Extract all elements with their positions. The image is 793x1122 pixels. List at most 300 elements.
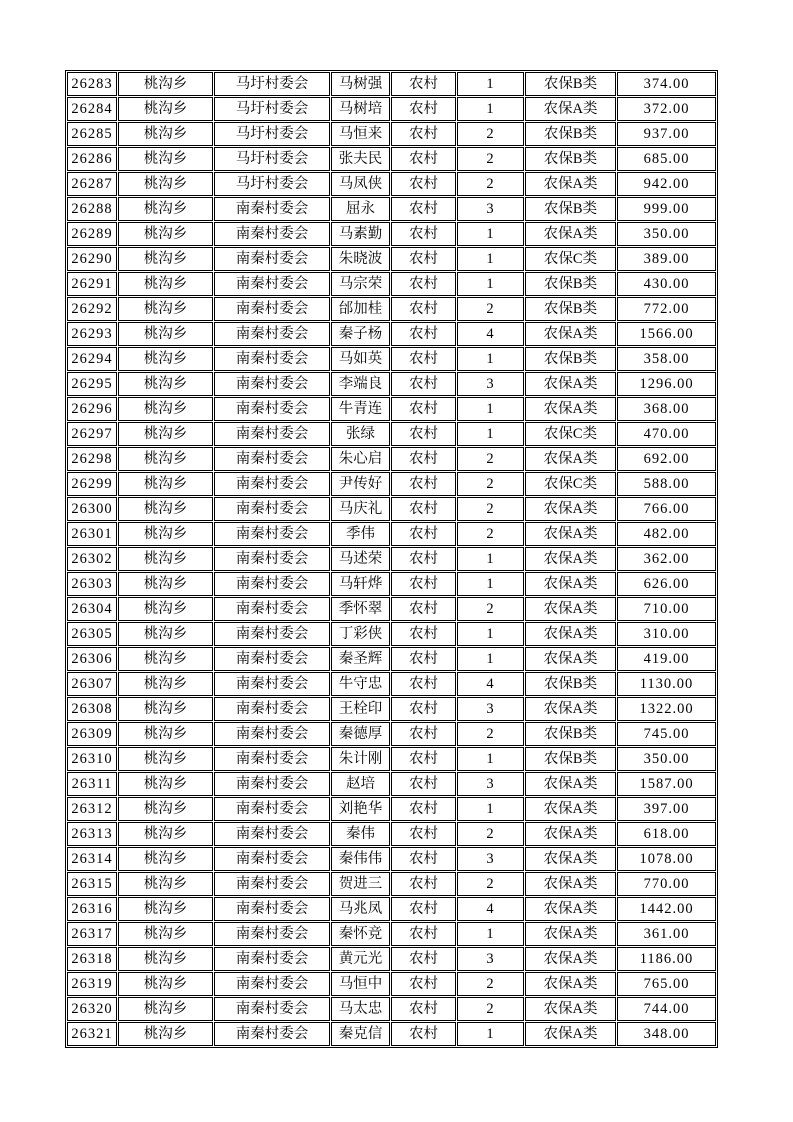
cell-amount: 389.00 xyxy=(617,247,716,271)
cell-person-count: 1 xyxy=(457,922,524,946)
cell-village-committee: 南秦村委会 xyxy=(214,197,330,221)
cell-serial-number: 26283 xyxy=(67,72,117,96)
cell-amount: 348.00 xyxy=(617,1022,716,1046)
cell-person-count: 3 xyxy=(457,697,524,721)
cell-serial-number: 26304 xyxy=(67,597,117,621)
cell-amount: 744.00 xyxy=(617,997,716,1021)
cell-insurance-category: 农保B类 xyxy=(525,197,616,221)
table-row xyxy=(67,947,716,971)
cell-village-committee: 南秦村委会 xyxy=(214,1022,330,1046)
cell-insurance-category: 农保A类 xyxy=(525,447,616,471)
cell-serial-number: 26307 xyxy=(67,672,117,696)
cell-insurance-category: 农保A类 xyxy=(525,797,616,821)
cell-amount: 361.00 xyxy=(617,922,716,946)
cell-household-type: 农村 xyxy=(391,172,456,196)
cell-household-type: 农村 xyxy=(391,347,456,371)
cell-village-committee: 马圩村委会 xyxy=(214,122,330,146)
cell-insurance-category: 农保B类 xyxy=(525,72,616,96)
cell-serial-number: 26317 xyxy=(67,922,117,946)
cell-person-name: 马太忠 xyxy=(331,997,390,1021)
cell-household-type: 农村 xyxy=(391,572,456,596)
cell-household-type: 农村 xyxy=(391,622,456,646)
cell-person-name: 牛青连 xyxy=(331,397,390,421)
cell-insurance-category: 农保C类 xyxy=(525,422,616,446)
cell-insurance-category: 农保A类 xyxy=(525,222,616,246)
cell-serial-number: 26319 xyxy=(67,972,117,996)
pension-roster-table xyxy=(65,70,718,1048)
cell-insurance-category: 农保A类 xyxy=(525,597,616,621)
cell-amount: 1442.00 xyxy=(617,897,716,921)
cell-amount: 626.00 xyxy=(617,572,716,596)
cell-person-count: 1 xyxy=(457,547,524,571)
cell-amount: 362.00 xyxy=(617,547,716,571)
table-row xyxy=(67,772,716,796)
cell-village-committee: 南秦村委会 xyxy=(214,997,330,1021)
cell-amount: 772.00 xyxy=(617,297,716,321)
cell-insurance-category: 农保A类 xyxy=(525,972,616,996)
table-row xyxy=(67,697,716,721)
cell-person-count: 2 xyxy=(457,722,524,746)
cell-village-committee: 南秦村委会 xyxy=(214,772,330,796)
cell-serial-number: 26310 xyxy=(67,747,117,771)
cell-village-committee: 南秦村委会 xyxy=(214,347,330,371)
cell-village-committee: 南秦村委会 xyxy=(214,922,330,946)
cell-serial-number: 26312 xyxy=(67,797,117,821)
cell-person-name: 朱计刚 xyxy=(331,747,390,771)
cell-serial-number: 26292 xyxy=(67,297,117,321)
cell-person-count: 2 xyxy=(457,122,524,146)
cell-person-name: 张夫民 xyxy=(331,147,390,171)
cell-person-name: 秦圣辉 xyxy=(331,647,390,671)
cell-insurance-category: 农保A类 xyxy=(525,497,616,521)
cell-township: 桃沟乡 xyxy=(118,297,213,321)
cell-person-name: 季伟 xyxy=(331,522,390,546)
cell-amount: 685.00 xyxy=(617,147,716,171)
cell-insurance-category: 农保A类 xyxy=(525,322,616,346)
cell-person-name: 黄元光 xyxy=(331,947,390,971)
cell-village-committee: 南秦村委会 xyxy=(214,872,330,896)
table-row xyxy=(67,372,716,396)
cell-person-count: 2 xyxy=(457,172,524,196)
cell-insurance-category: 农保A类 xyxy=(525,372,616,396)
cell-amount: 419.00 xyxy=(617,647,716,671)
cell-township: 桃沟乡 xyxy=(118,697,213,721)
cell-township: 桃沟乡 xyxy=(118,322,213,346)
cell-person-name: 张绿 xyxy=(331,422,390,446)
cell-person-count: 1 xyxy=(457,347,524,371)
cell-township: 桃沟乡 xyxy=(118,547,213,571)
cell-insurance-category: 农保B类 xyxy=(525,147,616,171)
cell-insurance-category: 农保A类 xyxy=(525,697,616,721)
cell-person-count: 1 xyxy=(457,747,524,771)
table-row xyxy=(67,872,716,896)
cell-insurance-category: 农保A类 xyxy=(525,822,616,846)
cell-insurance-category: 农保A类 xyxy=(525,572,616,596)
table-row xyxy=(67,647,716,671)
cell-serial-number: 26284 xyxy=(67,97,117,121)
cell-amount: 999.00 xyxy=(617,197,716,221)
table-row xyxy=(67,397,716,421)
cell-household-type: 农村 xyxy=(391,297,456,321)
table-row xyxy=(67,297,716,321)
cell-insurance-category: 农保A类 xyxy=(525,772,616,796)
cell-village-committee: 南秦村委会 xyxy=(214,222,330,246)
cell-insurance-category: 农保B类 xyxy=(525,722,616,746)
cell-household-type: 农村 xyxy=(391,197,456,221)
cell-amount: 350.00 xyxy=(617,747,716,771)
cell-township: 桃沟乡 xyxy=(118,347,213,371)
cell-serial-number: 26320 xyxy=(67,997,117,1021)
table-row xyxy=(67,997,716,1021)
cell-household-type: 农村 xyxy=(391,247,456,271)
cell-village-committee: 南秦村委会 xyxy=(214,472,330,496)
table-row xyxy=(67,722,716,746)
cell-amount: 1078.00 xyxy=(617,847,716,871)
cell-person-count: 2 xyxy=(457,447,524,471)
cell-township: 桃沟乡 xyxy=(118,197,213,221)
cell-person-name: 马恒中 xyxy=(331,972,390,996)
cell-serial-number: 26318 xyxy=(67,947,117,971)
cell-township: 桃沟乡 xyxy=(118,722,213,746)
cell-person-count: 2 xyxy=(457,497,524,521)
cell-amount: 372.00 xyxy=(617,97,716,121)
cell-person-name: 李端良 xyxy=(331,372,390,396)
cell-serial-number: 26311 xyxy=(67,772,117,796)
cell-village-committee: 南秦村委会 xyxy=(214,847,330,871)
cell-insurance-category: 农保A类 xyxy=(525,547,616,571)
cell-insurance-category: 农保A类 xyxy=(525,872,616,896)
cell-township: 桃沟乡 xyxy=(118,897,213,921)
cell-township: 桃沟乡 xyxy=(118,497,213,521)
cell-person-count: 4 xyxy=(457,672,524,696)
cell-village-committee: 南秦村委会 xyxy=(214,597,330,621)
cell-serial-number: 26294 xyxy=(67,347,117,371)
cell-insurance-category: 农保C类 xyxy=(525,247,616,271)
cell-person-count: 1 xyxy=(457,397,524,421)
cell-household-type: 农村 xyxy=(391,272,456,296)
cell-township: 桃沟乡 xyxy=(118,97,213,121)
cell-household-type: 农村 xyxy=(391,522,456,546)
cell-household-type: 农村 xyxy=(391,672,456,696)
cell-insurance-category: 农保B类 xyxy=(525,122,616,146)
cell-township: 桃沟乡 xyxy=(118,397,213,421)
table-row xyxy=(67,222,716,246)
cell-village-committee: 南秦村委会 xyxy=(214,622,330,646)
cell-person-name: 朱晓波 xyxy=(331,247,390,271)
cell-person-name: 马素勤 xyxy=(331,222,390,246)
cell-serial-number: 26321 xyxy=(67,1022,117,1046)
cell-household-type: 农村 xyxy=(391,497,456,521)
cell-amount: 397.00 xyxy=(617,797,716,821)
cell-amount: 745.00 xyxy=(617,722,716,746)
cell-insurance-category: 农保A类 xyxy=(525,622,616,646)
cell-serial-number: 26315 xyxy=(67,872,117,896)
cell-serial-number: 26285 xyxy=(67,122,117,146)
cell-serial-number: 26303 xyxy=(67,572,117,596)
cell-township: 桃沟乡 xyxy=(118,522,213,546)
cell-person-name: 朱心启 xyxy=(331,447,390,471)
cell-amount: 766.00 xyxy=(617,497,716,521)
table-row xyxy=(67,122,716,146)
cell-insurance-category: 农保A类 xyxy=(525,172,616,196)
cell-household-type: 农村 xyxy=(391,647,456,671)
cell-household-type: 农村 xyxy=(391,372,456,396)
cell-amount: 770.00 xyxy=(617,872,716,896)
cell-insurance-category: 农保A类 xyxy=(525,522,616,546)
cell-township: 桃沟乡 xyxy=(118,872,213,896)
cell-person-name: 牛守忠 xyxy=(331,672,390,696)
cell-person-count: 2 xyxy=(457,822,524,846)
cell-insurance-category: 农保A类 xyxy=(525,1022,616,1046)
cell-household-type: 农村 xyxy=(391,147,456,171)
table-row xyxy=(67,422,716,446)
cell-person-count: 1 xyxy=(457,272,524,296)
cell-township: 桃沟乡 xyxy=(118,647,213,671)
cell-insurance-category: 农保B类 xyxy=(525,297,616,321)
cell-serial-number: 26291 xyxy=(67,272,117,296)
table-row xyxy=(67,97,716,121)
cell-person-name: 季怀翠 xyxy=(331,597,390,621)
cell-village-committee: 南秦村委会 xyxy=(214,272,330,296)
cell-serial-number: 26296 xyxy=(67,397,117,421)
table-row xyxy=(67,347,716,371)
cell-person-name: 贺进三 xyxy=(331,872,390,896)
cell-village-committee: 南秦村委会 xyxy=(214,572,330,596)
cell-person-name: 马树强 xyxy=(331,72,390,96)
table-row xyxy=(67,472,716,496)
table-row xyxy=(67,447,716,471)
cell-person-name: 马述荣 xyxy=(331,547,390,571)
cell-person-count: 2 xyxy=(457,597,524,621)
cell-insurance-category: 农保B类 xyxy=(525,672,616,696)
cell-township: 桃沟乡 xyxy=(118,72,213,96)
cell-person-count: 3 xyxy=(457,847,524,871)
cell-amount: 368.00 xyxy=(617,397,716,421)
cell-person-count: 1 xyxy=(457,422,524,446)
cell-person-count: 1 xyxy=(457,97,524,121)
cell-serial-number: 26289 xyxy=(67,222,117,246)
cell-serial-number: 26308 xyxy=(67,697,117,721)
cell-insurance-category: 农保A类 xyxy=(525,647,616,671)
cell-amount: 937.00 xyxy=(617,122,716,146)
cell-village-committee: 南秦村委会 xyxy=(214,672,330,696)
cell-household-type: 农村 xyxy=(391,747,456,771)
cell-serial-number: 26316 xyxy=(67,897,117,921)
cell-household-type: 农村 xyxy=(391,447,456,471)
cell-household-type: 农村 xyxy=(391,997,456,1021)
cell-person-count: 1 xyxy=(457,622,524,646)
cell-amount: 310.00 xyxy=(617,622,716,646)
pension-roster-body xyxy=(67,72,716,1046)
cell-household-type: 农村 xyxy=(391,697,456,721)
table-row xyxy=(67,322,716,346)
cell-amount: 588.00 xyxy=(617,472,716,496)
cell-village-committee: 南秦村委会 xyxy=(214,747,330,771)
cell-village-committee: 南秦村委会 xyxy=(214,497,330,521)
cell-person-count: 2 xyxy=(457,522,524,546)
cell-serial-number: 26288 xyxy=(67,197,117,221)
cell-amount: 482.00 xyxy=(617,522,716,546)
cell-household-type: 农村 xyxy=(391,397,456,421)
cell-insurance-category: 农保A类 xyxy=(525,997,616,1021)
cell-person-count: 3 xyxy=(457,947,524,971)
cell-person-count: 1 xyxy=(457,572,524,596)
cell-village-committee: 南秦村委会 xyxy=(214,447,330,471)
cell-amount: 1322.00 xyxy=(617,697,716,721)
cell-township: 桃沟乡 xyxy=(118,447,213,471)
cell-township: 桃沟乡 xyxy=(118,1022,213,1046)
cell-amount: 470.00 xyxy=(617,422,716,446)
table-row xyxy=(67,972,716,996)
cell-township: 桃沟乡 xyxy=(118,847,213,871)
cell-serial-number: 26295 xyxy=(67,372,117,396)
cell-township: 桃沟乡 xyxy=(118,922,213,946)
cell-village-committee: 南秦村委会 xyxy=(214,322,330,346)
table-row xyxy=(67,622,716,646)
cell-person-count: 2 xyxy=(457,297,524,321)
cell-person-name: 马宗荣 xyxy=(331,272,390,296)
cell-person-name: 马兆凤 xyxy=(331,897,390,921)
cell-township: 桃沟乡 xyxy=(118,672,213,696)
cell-serial-number: 26313 xyxy=(67,822,117,846)
cell-household-type: 农村 xyxy=(391,722,456,746)
cell-township: 桃沟乡 xyxy=(118,147,213,171)
cell-township: 桃沟乡 xyxy=(118,572,213,596)
cell-amount: 618.00 xyxy=(617,822,716,846)
cell-amount: 1296.00 xyxy=(617,372,716,396)
cell-household-type: 农村 xyxy=(391,1022,456,1046)
cell-township: 桃沟乡 xyxy=(118,472,213,496)
cell-serial-number: 26287 xyxy=(67,172,117,196)
table-row xyxy=(67,847,716,871)
table-row xyxy=(67,572,716,596)
cell-village-committee: 马圩村委会 xyxy=(214,72,330,96)
cell-township: 桃沟乡 xyxy=(118,797,213,821)
cell-village-committee: 南秦村委会 xyxy=(214,247,330,271)
cell-serial-number: 26314 xyxy=(67,847,117,871)
cell-serial-number: 26309 xyxy=(67,722,117,746)
cell-person-count: 1 xyxy=(457,647,524,671)
cell-person-name: 秦伟伟 xyxy=(331,847,390,871)
cell-household-type: 农村 xyxy=(391,97,456,121)
cell-household-type: 农村 xyxy=(391,422,456,446)
cell-township: 桃沟乡 xyxy=(118,247,213,271)
cell-person-name: 秦子杨 xyxy=(331,322,390,346)
cell-amount: 1587.00 xyxy=(617,772,716,796)
cell-person-count: 4 xyxy=(457,897,524,921)
cell-household-type: 农村 xyxy=(391,322,456,346)
cell-person-name: 屈永 xyxy=(331,197,390,221)
cell-village-committee: 南秦村委会 xyxy=(214,547,330,571)
cell-insurance-category: 农保A类 xyxy=(525,97,616,121)
table-row xyxy=(67,272,716,296)
cell-person-count: 3 xyxy=(457,197,524,221)
cell-insurance-category: 农保C类 xyxy=(525,472,616,496)
table-row xyxy=(67,497,716,521)
table-row xyxy=(67,172,716,196)
cell-township: 桃沟乡 xyxy=(118,747,213,771)
cell-household-type: 农村 xyxy=(391,872,456,896)
cell-amount: 374.00 xyxy=(617,72,716,96)
cell-person-count: 3 xyxy=(457,772,524,796)
cell-village-committee: 南秦村委会 xyxy=(214,422,330,446)
cell-person-name: 马恒来 xyxy=(331,122,390,146)
table-row xyxy=(67,1022,716,1046)
cell-village-committee: 马圩村委会 xyxy=(214,172,330,196)
cell-serial-number: 26297 xyxy=(67,422,117,446)
cell-village-committee: 南秦村委会 xyxy=(214,897,330,921)
cell-household-type: 农村 xyxy=(391,847,456,871)
cell-village-committee: 南秦村委会 xyxy=(214,297,330,321)
cell-village-committee: 南秦村委会 xyxy=(214,822,330,846)
cell-serial-number: 26298 xyxy=(67,447,117,471)
cell-serial-number: 26286 xyxy=(67,147,117,171)
cell-person-count: 1 xyxy=(457,222,524,246)
table-row xyxy=(67,922,716,946)
cell-amount: 350.00 xyxy=(617,222,716,246)
cell-village-committee: 南秦村委会 xyxy=(214,972,330,996)
table-row xyxy=(67,747,716,771)
cell-serial-number: 26293 xyxy=(67,322,117,346)
table-row xyxy=(67,72,716,96)
cell-household-type: 农村 xyxy=(391,972,456,996)
cell-township: 桃沟乡 xyxy=(118,172,213,196)
table-row xyxy=(67,797,716,821)
cell-insurance-category: 农保B类 xyxy=(525,347,616,371)
cell-person-count: 1 xyxy=(457,72,524,96)
cell-amount: 692.00 xyxy=(617,447,716,471)
cell-township: 桃沟乡 xyxy=(118,997,213,1021)
table-row xyxy=(67,547,716,571)
cell-household-type: 农村 xyxy=(391,947,456,971)
cell-village-committee: 南秦村委会 xyxy=(214,797,330,821)
cell-serial-number: 26306 xyxy=(67,647,117,671)
cell-insurance-category: 农保A类 xyxy=(525,897,616,921)
cell-village-committee: 南秦村委会 xyxy=(214,722,330,746)
cell-insurance-category: 农保A类 xyxy=(525,922,616,946)
cell-township: 桃沟乡 xyxy=(118,772,213,796)
cell-village-committee: 南秦村委会 xyxy=(214,397,330,421)
cell-person-name: 刘艳华 xyxy=(331,797,390,821)
cell-township: 桃沟乡 xyxy=(118,122,213,146)
cell-person-count: 4 xyxy=(457,322,524,346)
cell-township: 桃沟乡 xyxy=(118,972,213,996)
cell-township: 桃沟乡 xyxy=(118,622,213,646)
cell-village-committee: 马圩村委会 xyxy=(214,97,330,121)
cell-person-count: 3 xyxy=(457,372,524,396)
cell-village-committee: 南秦村委会 xyxy=(214,647,330,671)
cell-person-name: 秦克信 xyxy=(331,1022,390,1046)
cell-household-type: 农村 xyxy=(391,797,456,821)
cell-serial-number: 26302 xyxy=(67,547,117,571)
cell-person-name: 秦伟 xyxy=(331,822,390,846)
table-row xyxy=(67,522,716,546)
cell-person-count: 2 xyxy=(457,997,524,1021)
cell-household-type: 农村 xyxy=(391,547,456,571)
cell-household-type: 农村 xyxy=(391,122,456,146)
cell-household-type: 农村 xyxy=(391,222,456,246)
cell-person-name: 邰加桂 xyxy=(331,297,390,321)
cell-township: 桃沟乡 xyxy=(118,597,213,621)
cell-household-type: 农村 xyxy=(391,72,456,96)
cell-amount: 765.00 xyxy=(617,972,716,996)
cell-person-name: 赵培 xyxy=(331,772,390,796)
cell-amount: 710.00 xyxy=(617,597,716,621)
cell-person-count: 2 xyxy=(457,147,524,171)
cell-amount: 430.00 xyxy=(617,272,716,296)
cell-village-committee: 南秦村委会 xyxy=(214,697,330,721)
cell-person-count: 2 xyxy=(457,472,524,496)
